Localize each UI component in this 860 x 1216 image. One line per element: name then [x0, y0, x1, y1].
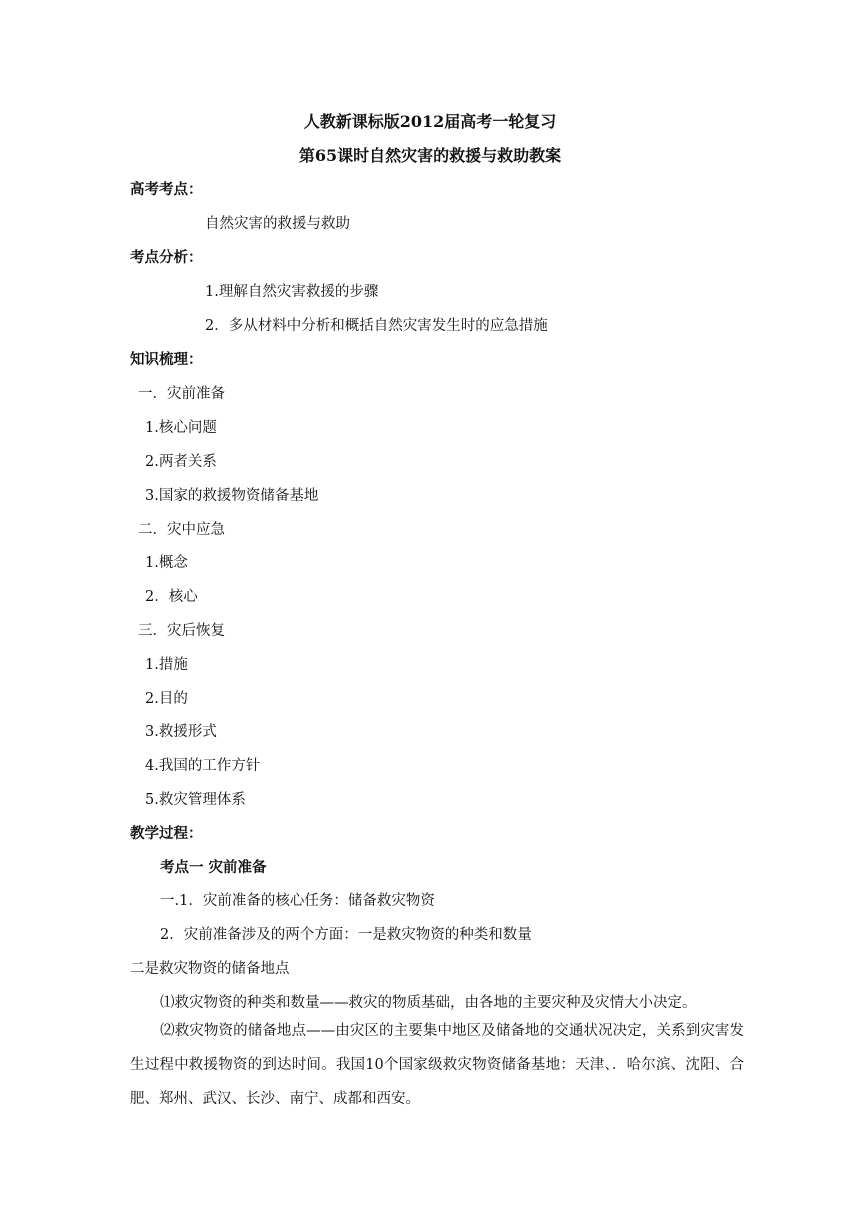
knowledge-item: 1.核心问题: [145, 420, 217, 436]
knowledge-item: 4.我国的工作方针: [145, 758, 261, 774]
document-title: 人教新课标版2012届高考一轮复习: [303, 112, 557, 131]
knowledge-item: 2.目的: [145, 691, 188, 707]
knowledge-item: 1.措施: [145, 657, 188, 673]
process-heading: 教学过程：: [130, 825, 203, 842]
analysis-item: 2．多从材料中分析和概括自然灾害发生时的应急措施: [205, 318, 548, 334]
lesson-title: 第65课时自然灾害的救援与救助教案: [298, 146, 562, 165]
process-line: ⑴救灾物资的种类和数量——救灾的物质基础，由各地的主要灾种及灾情大小决定。: [160, 995, 697, 1011]
knowledge-section: 二．灾中应急: [138, 522, 225, 538]
exam-points-heading: 高考考点：: [130, 181, 203, 198]
knowledge-item: 3.救援形式: [145, 724, 217, 740]
exam-point-item: 自然灾害的救援与救助: [205, 216, 350, 232]
knowledge-item: 2．核心: [145, 589, 198, 605]
knowledge-item: 2.两者关系: [145, 454, 217, 470]
knowledge-section: 三．灾后恢复: [138, 623, 225, 639]
process-line: 一.1．灾前准备的核心任务：储备救灾物资: [160, 893, 435, 909]
process-line: 二是救灾物资的储备地点: [130, 961, 290, 977]
knowledge-item: 1.概念: [145, 555, 188, 571]
analysis-heading: 考点分析：: [130, 249, 203, 266]
knowledge-item: 3.国家的救援物资储备基地: [145, 488, 319, 504]
process-paragraph: [130, 1014, 744, 1116]
knowledge-item: 5.救灾管理体系: [145, 792, 246, 808]
process-paragraph-text: ⑵救灾物资的储备地点——由灾区的主要集中地区及储备地的交通状况决定，关系到灾害发生过程中救援物资的到达时间。我国10个国家级救灾物资储备基地：天津、．哈尔滨、沈阳、合肥、郑州、武汉、长沙、南宁、成都和西安。: [130, 1023, 744, 1107]
process-subheading: 考点一 灾前准备: [160, 859, 267, 876]
knowledge-heading: 知识梳理：: [130, 351, 203, 368]
process-line: 2．灾前准备涉及的两个方面：一是救灾物资的种类和数量: [160, 927, 532, 943]
knowledge-section: 一．灾前准备: [138, 386, 225, 402]
analysis-item: 1.理解自然灾害救援的步骤: [205, 284, 379, 300]
